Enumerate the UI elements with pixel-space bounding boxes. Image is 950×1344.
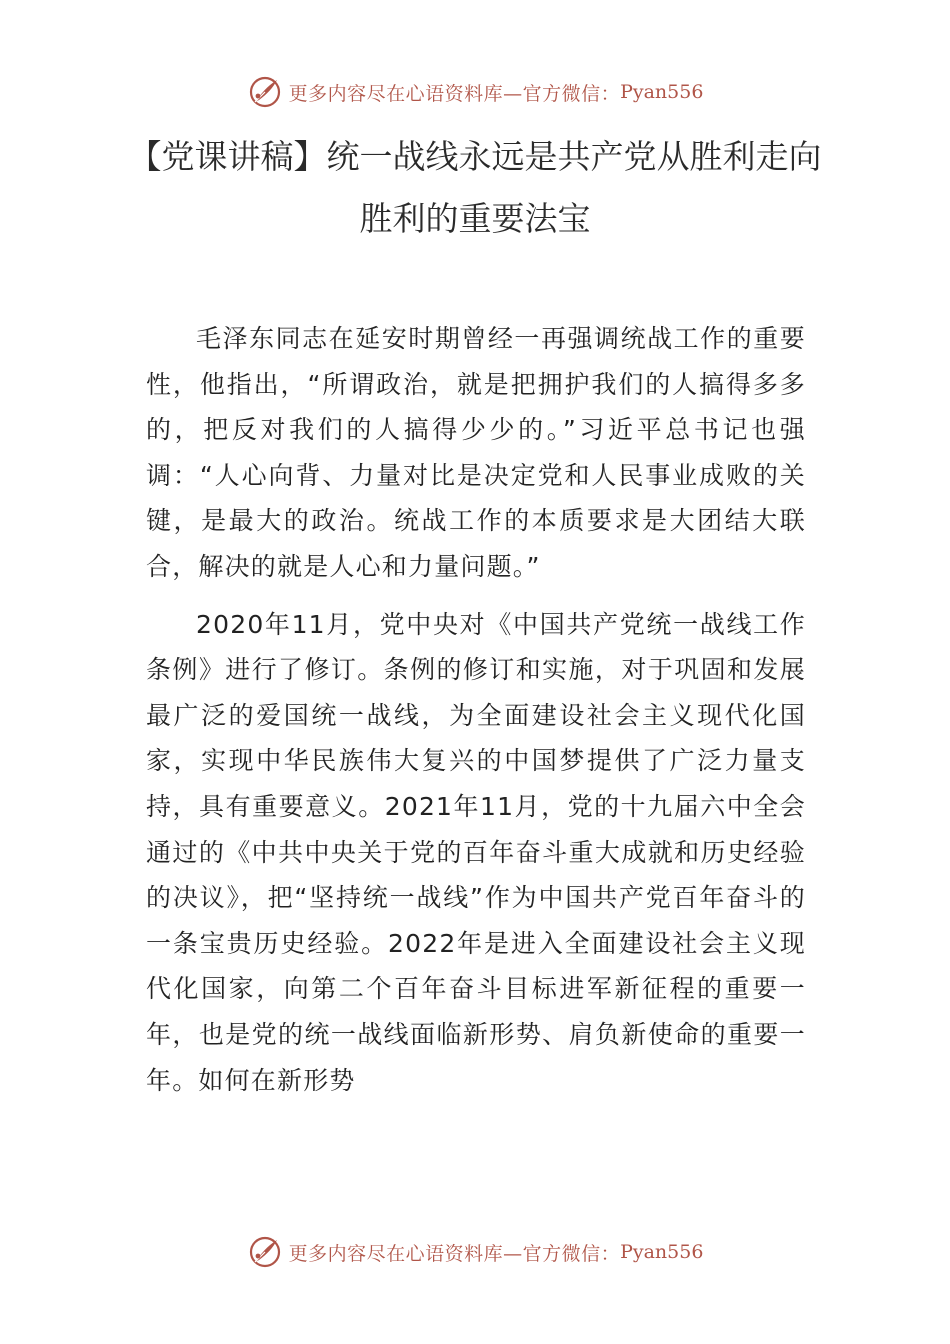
banner-wechat-id: Pyan556: [620, 81, 704, 103]
footer-banner: [0, 1232, 950, 1272]
document-title: 【党课讲稿】统一战线永远是共产党从胜利走向胜利的重要法宝: [128, 137, 822, 238]
document-body: [146, 316, 806, 1103]
header-banner: [0, 72, 950, 112]
banner-text: 更多内容尽在心语资料库—官方微信：: [288, 82, 621, 105]
banner-text: 更多内容尽在心语资料库—官方微信：: [288, 1242, 621, 1265]
feather-pen-logo-icon: [247, 1234, 283, 1270]
paragraph-1: 毛泽东同志在延安时期曾经一再强调统战工作的重要性，他指出，“所谓政治，就是把拥护我们的人搞得多多的，把反对我们的人搞得少少的。”习近平总书记也强调：“人心向背、力量对比是决定党和人民事业成败的关键，是最大的政治。统战工作的本质要求是大团结大联合，解决的就是人心和力量问题。”: [146, 324, 806, 581]
paragraph-2: 2020年11月，党中央对《中国共产党统一战线工作条例》进行了修订。条例的修订和实施，对于巩固和发展最广泛的爱国统一战线，为全面建设社会主义现代化国家，实现中华民族伟大复兴的中国梦提供了广泛力量支持，具有重要意义。2021年11月，党的十九届六中全会通过的《中共中央关于党的百年奋斗重大成就和历史经验的决议》，把“坚持统一战线”作为中国共产党百年奋斗的一条宝贵历史经验。2022年是进入全面建设社会主义现代化国家，向第二个百年奋斗目标进军新征程的重要一年，也是党的统一战线面临新形势、肩负新使命的重要一年。如何在新形势: [146, 609, 806, 1095]
banner-wechat-id: Pyan556: [620, 1241, 704, 1263]
feather-pen-logo-icon: [247, 74, 283, 110]
